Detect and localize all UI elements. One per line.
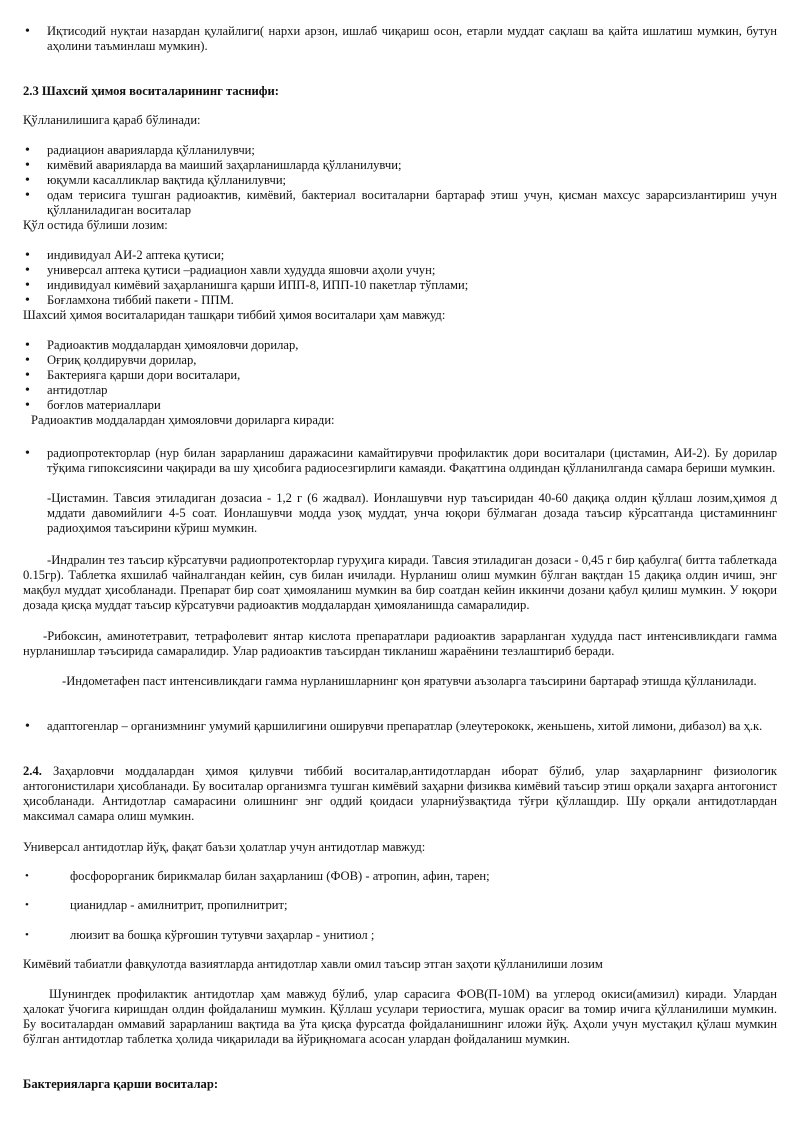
bullet-icon: • bbox=[25, 338, 30, 353]
indomethacin-para bbox=[23, 674, 777, 689]
bullet-icon: • bbox=[25, 899, 29, 911]
top-bullet bbox=[23, 24, 777, 54]
list-item: юқумли касалликлар вақтида қўлланилувчи; bbox=[47, 173, 287, 187]
indomethacin-text: -Индометафен паст интенсивликдаги гамма нурланишларнинг қон яратувчи аъзоларга таъсирини бартараф этишда қўлланилади. bbox=[62, 674, 757, 688]
cystamine-para bbox=[23, 491, 777, 536]
antidote-item bbox=[23, 928, 777, 943]
bullet-icon: • bbox=[25, 188, 30, 203]
list-item: индивидуал кимёвий заҳарланишга қарши ИПП-8, ИПП-10 пакетлар тўплами; bbox=[47, 278, 469, 292]
list-item: Боғламхона тиббий пакети - ППМ. bbox=[47, 293, 234, 307]
bullet-icon: • bbox=[25, 293, 30, 308]
bullet-icon: • bbox=[25, 173, 30, 188]
list-item: индивидуал АИ-2 аптека қутиси; bbox=[47, 248, 225, 262]
bullet-icon: • bbox=[25, 446, 30, 461]
universal-para: Универсал антидотлар йўқ, фақат баъзи ҳолатлар учун антидотлар мавжуд: bbox=[23, 840, 426, 854]
adaptogen-item bbox=[23, 719, 777, 734]
section-2-3-heading: 2.3 Шахсий ҳимоя воситаларининг таснифи: bbox=[23, 84, 279, 98]
medical-intro: Шахсий ҳимоя воситаларидан ташқари тиббий ҳимоя воситалари ҳам мавжуд: bbox=[23, 308, 446, 322]
top-bullet-text: Иқтисодий нуқтаи назардан қулайлиги( нархи арзон, ишлаб чиқариш осон, етарли муддат сақлаш ва қайта ишлатиш мумкин, бутун аҳолини таъминлаш мумкин). bbox=[47, 24, 777, 53]
riboxin-para bbox=[23, 629, 777, 659]
handy-list bbox=[23, 248, 777, 308]
radioprotector-item bbox=[23, 446, 777, 476]
bullet-icon: • bbox=[25, 158, 30, 173]
bacteria-heading: Бактерияларга қарши воситалар: bbox=[23, 1077, 219, 1091]
bullet-icon: • bbox=[25, 24, 30, 39]
section-2-4-para bbox=[23, 764, 777, 824]
shuningdek-para bbox=[23, 987, 777, 1047]
medical-list bbox=[23, 338, 777, 413]
list-item: кимёвий аварияларда ва маиший заҳарланишларда қўлланилувчи; bbox=[47, 158, 402, 172]
bullet-icon: • bbox=[25, 263, 30, 278]
section-2-4-text: Заҳарловчи моддалардан ҳимоя қилувчи тиббий воситалар,антидотлардан иборат бўлиб, улар заҳарларнинг физиологик антогонистилари ҳисобланади. Бу воситалар организмга тушган кимёвий заҳарни физиква кимёвий таъсир этиш орқали заҳарга антогонист ҳисобланади. Антидотлар самарасини олишнинг энг оддий қоидаси уларниўзвақтида тўғри қўллашдир. Шу орқали антидотлардан максимал самара олиш мумкин. bbox=[23, 764, 777, 823]
bullet-icon: • bbox=[25, 368, 30, 383]
list-item: цианидлар - амилнитрит, пропилнитрит; bbox=[70, 898, 288, 912]
indralin-text: -Индралин тез таъсир кўрсатувчи радиопротекторлар гуруҳига киради. Тавсия этиладиган дозаси - 0,45 г бир қабулга( битта таблеткада 0.15гр). Таблетка яхшилаб чайналгандан кейин, сув билан ичилади. Нурланиш олиш мумкин бўлган вақтдан 15 дақиқа олдин ичиш, энг мақбул муддат ҳисобланади. Препарат бир соат ҳимояланиш мумкин ва бир соатдан кейин иккинчи дозани қабул қилиш мумкин. У юқори дозада қисқа муддат таъсир кўрсатувчи радиоактив моддалардан ҳимояланишда самаралидир. bbox=[23, 553, 777, 612]
list-item: люизит ва бошқа кўрғошин тутувчи заҳарлар - унитиол ; bbox=[70, 928, 375, 942]
list-item: боғлов материаллари bbox=[47, 398, 161, 412]
handy-intro: Қўл остида бўлиши лозим: bbox=[23, 218, 168, 232]
list-item: универсал аптека қутиси –радиацион хавли худудда яшовчи аҳоли учун; bbox=[47, 263, 436, 277]
riboxin-text: -Рибоксин, аминотетравит, тетрафолевит янтар кислота препаратлари радиоактив зарарланган худудда паст интенсивликдаги гамма нурланишлар тәъсирида самаралидир. Улар радиоактив таъсирдан тикланиш жараёнини тезлаштириб беради. bbox=[23, 629, 777, 658]
bullet-icon: • bbox=[25, 719, 30, 734]
radio-intro: Радиоактив моддалардан ҳимояловчи дориларга киради: bbox=[31, 413, 335, 427]
adaptogen-text: адаптогенлар – организмнинг умумий қаршилигини оширувчи препаратлар (элеутерококк, женьшень, хитой лимони, дибазол) ва ҳ.к. bbox=[47, 719, 763, 733]
bullet-icon: • bbox=[25, 929, 29, 941]
bullet-icon: • bbox=[25, 248, 30, 263]
section-2-4-number: 2.4. bbox=[23, 764, 42, 778]
usage-intro: Қўлланилишига қараб бўлинади: bbox=[23, 113, 201, 127]
list-item: одам терисига тушган радиоактив, кимёвий, бактериал воситаларни бартараф этиш учун, қисман махсус зарарсизлантириш учун қўлланиладиган воситалар bbox=[47, 188, 777, 217]
radioprotector-text: радиопротекторлар (нур билан зарарланиш даражасини камайтирувчи профилактик дори воситалари (цистамин, АИ-2). Бу дорилар тўқима гипоксиясини чақиради ва шу ҳисобига радиосезгирлиги камаяди. Фақатгина олдиндан қўлланилганда самара бериши мумкин. bbox=[47, 446, 777, 475]
list-item: Оғриқ қолдирувчи дорилар, bbox=[47, 353, 197, 367]
list-item: фосфорорганик бирикмалар билан заҳарланиш (ФОВ) - атропин, афин, тарен; bbox=[70, 869, 490, 883]
list-item: Бактерияга қарши дори воситалари, bbox=[47, 368, 241, 382]
shuningdek-text: Шунингдек профилактик антидотлар ҳам мавжуд бўлиб, улар сарасига ФОВ(П-10М) ва углерод окиси(амизил) киради. Улардан ҳалокат ўчоғига киришдан олдин фойдаланиш мумкин. Қўллаш усулари териостига, мушак орасиг ва томир ичига қўлланилиши мумкин. Бу воситалардан оммавий зарарланиш вақтида ва ўта қисқа фурсатда фойдаланишнинг иложи йўқ. Аҳоли учун мустақил қўлаш мумкин бўлган антидотлар таблетка ҳолида чиқарилади ва йўриқномага асосан улардан фойдаланиш мумкин. bbox=[23, 987, 777, 1046]
antidote-item bbox=[23, 898, 777, 913]
cystamine-text: -Цистамин. Тавсия этиладиган дозасиа - 1,2 г (6 жадвал). Ионлашувчи нур таъсиридан 40-60 дақиқа олдин қўллаш лозим,ҳимоя д мддати давомийлиги 4-5 соат. Ионлашувчи модда узоқ муддат, унча юқори бўлмаган дозада таъсир кўрсатганда цистаминнинг радиоҳимоя таъсирини кўриш мумкин. bbox=[47, 491, 777, 535]
list-item: радиацион аварияларда қўлланилувчи; bbox=[47, 143, 255, 157]
list-item: антидотлар bbox=[47, 383, 108, 397]
list-item: Радиоактив моддалардан ҳимояловчи дорилар, bbox=[47, 338, 299, 352]
bullet-icon: • bbox=[25, 870, 29, 882]
bullet-icon: • bbox=[25, 278, 30, 293]
bullet-icon: • bbox=[25, 143, 30, 158]
indralin-para bbox=[23, 553, 777, 613]
emergency-para: Кимёвий табиатли фавқулотда вазиятларда антидотлар хавли омил таъсир этган заҳоти қўлланилиши лозим bbox=[23, 957, 603, 971]
bullet-icon: • bbox=[25, 398, 30, 413]
bullet-icon: • bbox=[25, 353, 30, 368]
usage-list bbox=[23, 143, 777, 218]
antidote-item bbox=[23, 869, 777, 884]
bullet-icon: • bbox=[25, 383, 30, 398]
